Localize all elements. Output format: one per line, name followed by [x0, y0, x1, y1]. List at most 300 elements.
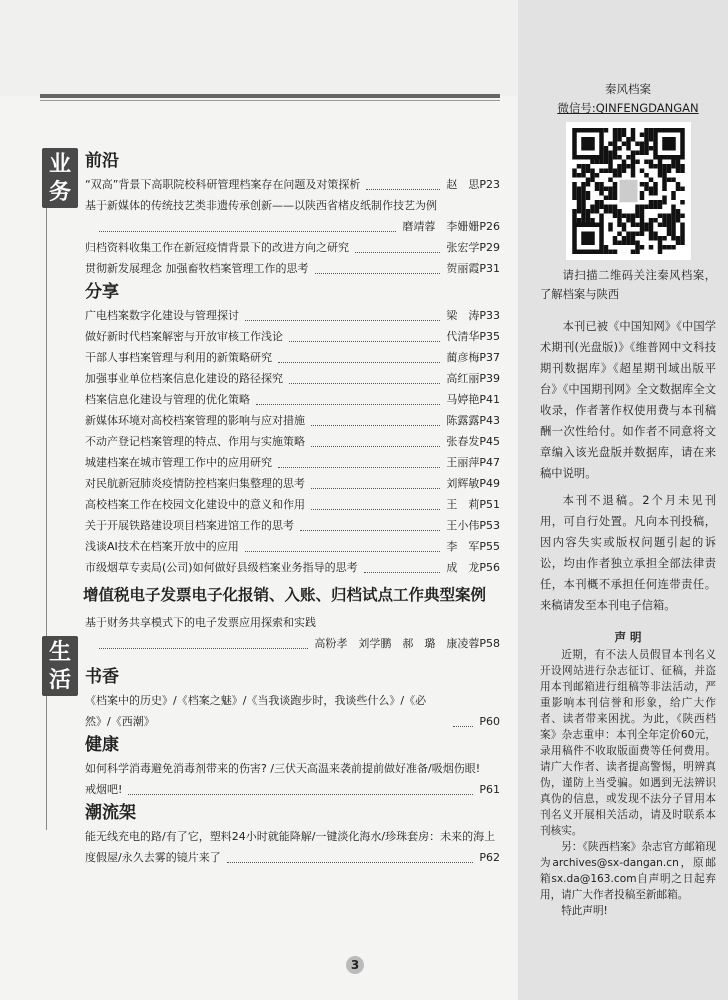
qr-module: [630, 214, 635, 219]
entry-author: 刘辉敏: [446, 477, 480, 490]
qr-module: [585, 164, 590, 169]
qr-module: [675, 214, 680, 219]
dot-leader: [256, 404, 440, 405]
qr-module: [662, 200, 667, 205]
qr-module: [653, 187, 658, 192]
qr-module: [621, 223, 626, 228]
qr-module: [680, 214, 685, 219]
sidebar-panel: [518, 0, 728, 1000]
qr-module: [621, 160, 626, 165]
entry-author: 张宏学: [446, 241, 480, 254]
qr-module: [648, 223, 653, 228]
qr-module: [612, 173, 617, 178]
qr-module: [617, 209, 622, 214]
qr-module: [608, 160, 613, 165]
section-books: [85, 664, 500, 732]
qr-module: [653, 232, 658, 237]
qr-module: [635, 160, 640, 165]
qr-module: [630, 236, 635, 241]
dot-leader: [311, 425, 440, 426]
qr-logo: [619, 180, 637, 203]
qr-module: [590, 160, 595, 165]
qr-module: [648, 218, 653, 223]
qr-module: [617, 173, 622, 178]
qr-module: [630, 173, 635, 178]
qr-module: [612, 214, 617, 219]
section-trend: [85, 800, 500, 868]
qr-module: [576, 205, 581, 210]
qr-module: [662, 164, 667, 169]
entry-page: P58: [479, 637, 500, 650]
qr-module: [680, 232, 685, 237]
qr-module: [576, 209, 581, 214]
qr-module: [648, 227, 653, 232]
qr-module: [639, 232, 644, 237]
qr-module: [671, 164, 676, 169]
qr-module: [581, 191, 586, 196]
dot-leader: [311, 488, 440, 489]
qr-module: [635, 232, 640, 237]
qr-module: [581, 187, 586, 192]
qr-module: [657, 236, 662, 241]
dot-leader: [289, 383, 440, 384]
entry-title: 广电档案数字化建设与管理探讨: [85, 309, 239, 322]
entry-title: 干部人事档案管理与利用的新策略研究: [85, 351, 272, 364]
qr-module: [630, 241, 635, 246]
toc-entry[interactable]: [85, 410, 500, 431]
qr-caption: 请扫描二维码关注秦风档案，了解档案与陕西: [540, 269, 716, 301]
wechat-id: 微信号:QINFENGDANGAN: [557, 101, 699, 115]
entry-page: P55: [479, 540, 500, 553]
qr-module: [666, 169, 671, 174]
qr-module: [653, 182, 658, 187]
qr-module: [639, 245, 644, 250]
toc-entry[interactable]: [85, 633, 500, 654]
qr-module: [675, 241, 680, 246]
notice-indexing: 本刊已被《中国知网》《中国学术期刊(光盘版)》《维普网中文科技期刊数据库》《超星期刊域出版平台》《中国期刊网》全文数据库全文收录，作者著作权使用费与本刊稿酬一次性给付。如作者不同意将文章编入该光盘版并数据库，请在来稿中说明。: [540, 320, 716, 480]
entry-title: “双高”背景下高职院校科研管理档案存在问题及对策探析: [85, 178, 361, 191]
qr-module: [612, 236, 617, 241]
qr-module: [644, 223, 649, 228]
entry-author: 代清华: [446, 330, 480, 343]
qr-module: [626, 164, 631, 169]
toc-entry[interactable]: [85, 494, 500, 515]
column-rule: [46, 150, 47, 830]
qr-module: [675, 187, 680, 192]
qr-module: [644, 142, 649, 147]
dot-leader: [355, 252, 440, 253]
toc-entry[interactable]: [85, 326, 500, 347]
qr-module: [675, 164, 680, 169]
qr-module: [635, 223, 640, 228]
qr-module: [617, 241, 622, 246]
entry-title: 城建档案在城市管理工作中的应用研究: [85, 456, 272, 469]
qr-module: [608, 178, 613, 183]
statement-closing: 特此声明!: [561, 905, 608, 917]
qr-module: [612, 155, 617, 160]
qr-module: [648, 187, 653, 192]
qr-module: [666, 232, 671, 237]
qr-module: [662, 218, 667, 223]
qr-module: [644, 128, 649, 133]
qr-module: [585, 196, 590, 201]
section-health: [85, 732, 500, 800]
qr-module: [594, 209, 599, 214]
qr-module: [653, 205, 658, 210]
entry-title: 归档资料收集工作在新冠疫情背景下的改进方向之研究: [85, 241, 349, 254]
qr-module: [572, 214, 577, 219]
section-title: 前沿: [85, 151, 119, 171]
qr-module: [630, 232, 635, 237]
qr-module: [617, 214, 622, 219]
qr-module: [626, 155, 631, 160]
dot-leader: [278, 467, 440, 468]
entry-page: P37: [479, 351, 500, 364]
entry-page: P39: [479, 372, 500, 385]
qr-module: [675, 169, 680, 174]
qr-module: [644, 173, 649, 178]
entry-author: 王 莉: [446, 498, 480, 511]
qr-module: [662, 245, 667, 250]
qr-module: [599, 218, 604, 223]
qr-module: [576, 173, 581, 178]
qr-module: [572, 218, 577, 223]
qr-module: [666, 214, 671, 219]
qr-module: [644, 182, 649, 187]
qr-module: [585, 182, 590, 187]
entry-title: 档案信息化建设与管理的优化策略: [85, 393, 250, 406]
qr-module: [635, 205, 640, 210]
entry-author: 蔺彦梅: [446, 351, 480, 364]
header-rule-thin: [40, 100, 500, 101]
qr-module: [680, 241, 685, 246]
qr-module: [648, 205, 653, 210]
toc-entry[interactable]: [85, 473, 500, 494]
qr-module: [585, 209, 590, 214]
qr-module: [617, 218, 622, 223]
qr-module: [662, 182, 667, 187]
qr-module: [671, 218, 676, 223]
tag-business: 业务: [42, 148, 78, 208]
qr-module: [671, 245, 676, 250]
qr-module: [626, 232, 631, 237]
qr-module: [612, 133, 617, 138]
qr-module: [653, 200, 658, 205]
toc-entry[interactable]: [85, 368, 500, 389]
section-title: 分享: [85, 282, 119, 302]
qr-module: [671, 223, 676, 228]
qr-module: [644, 227, 649, 232]
qr-module: [617, 232, 622, 237]
qr-module: [621, 214, 626, 219]
qr-module: [594, 182, 599, 187]
qr-module: [599, 169, 604, 174]
qr-module: [635, 245, 640, 250]
qr-module: [680, 187, 685, 192]
qr-module: [599, 191, 604, 196]
entry-author: 磨靖蓉 李姗姗: [402, 220, 480, 233]
toc-entry[interactable]: [85, 536, 500, 557]
header-rule: [40, 94, 500, 98]
qr-module: [666, 164, 671, 169]
qr-module: [662, 169, 667, 174]
qr-module: [648, 160, 653, 165]
qr-module: [621, 169, 626, 174]
toc-entry[interactable]: [85, 557, 500, 578]
qr-module: [635, 250, 640, 255]
qr-module: [639, 205, 644, 210]
entry-page: P61: [479, 783, 500, 796]
dot-leader: [315, 273, 441, 274]
toc-entry[interactable]: [85, 431, 500, 452]
qr-module: [608, 164, 613, 169]
qr-module: [581, 196, 586, 201]
qr-module: [675, 160, 680, 165]
qr-module: [648, 191, 653, 196]
qr-module: [639, 209, 644, 214]
entry-page: P43: [479, 414, 500, 427]
qr-module: [671, 236, 676, 241]
section-title: 增值税电子发票电子化报销、入账、归档试点工作典型案例: [83, 585, 487, 604]
qr-module: [671, 178, 676, 183]
qr-module: [576, 191, 581, 196]
qr-module: [617, 164, 622, 169]
qr-module: [639, 142, 644, 147]
qr-module: [639, 191, 644, 196]
toc-entry-line[interactable]: 基于新媒体的传统技艺类非遗传承创新——以陕西省楮皮纸制作技艺为例: [85, 199, 437, 212]
qr-module: [603, 146, 608, 151]
section-frontier: [85, 148, 500, 279]
qr-module: [671, 232, 676, 237]
entry-title: 不动产登记档案管理的特点、作用与实施策略: [85, 435, 305, 448]
qr-module: [621, 133, 626, 138]
qr-module: [608, 205, 613, 210]
qr-module: [581, 164, 586, 169]
section-title: 潮流架: [85, 803, 136, 823]
qr-module: [603, 151, 608, 156]
entry-page: P45: [479, 435, 500, 448]
toc-entry[interactable]: [85, 389, 500, 410]
qr-module: [590, 205, 595, 210]
toc-entry[interactable]: [85, 452, 500, 473]
qr-module: [612, 191, 617, 196]
qr-module: [653, 191, 658, 196]
toc-entry[interactable]: [85, 779, 500, 800]
qr-module: [671, 191, 676, 196]
qr-module: [639, 218, 644, 223]
toc-entry[interactable]: [85, 690, 500, 732]
qr-module: [671, 209, 676, 214]
qr-module: [603, 160, 608, 165]
qr-module: [635, 151, 640, 156]
qr-module: [572, 169, 577, 174]
qr-module: [675, 218, 680, 223]
qr-module: [671, 205, 676, 210]
toc-entry[interactable]: [85, 258, 500, 279]
qr-module: [621, 241, 626, 246]
qr-module: [630, 137, 635, 142]
entry-title: 《档案中的历史》/《档案之魅》/《当我谈跑步时，我谈些什么》/《必然》/《西潮》: [85, 694, 427, 728]
toc-entry[interactable]: [85, 515, 500, 536]
qr-module: [666, 178, 671, 183]
entry-page: P62: [479, 851, 500, 864]
toc-entry[interactable]: [85, 347, 500, 368]
qr-module: [621, 128, 626, 133]
toc-entry[interactable]: [85, 847, 500, 868]
dot-leader: [366, 189, 440, 190]
qr-module: [657, 169, 662, 174]
entry-page: P26: [479, 220, 500, 233]
qr-module: [626, 142, 631, 147]
dot-leader: [245, 551, 441, 552]
qr-module: [675, 236, 680, 241]
qr-module: [572, 191, 577, 196]
qr-module: [612, 146, 617, 151]
qr-module: [671, 227, 676, 232]
qr-module: [666, 218, 671, 223]
qr-module: [581, 200, 586, 205]
qr-module: [585, 214, 590, 219]
toc-entry-line[interactable]: 如何科学消毒避免消毒剂带来的伤害? /三伏天高温来袭前提前做好准备/吸烟伤眼!: [85, 762, 481, 775]
magazine-name: 秦风档案: [605, 82, 651, 96]
qr-module: [576, 218, 581, 223]
dot-leader: [453, 726, 473, 727]
qr-module: [639, 169, 644, 174]
entry-title: 浅谈AI技术在档案开放中的应用: [85, 540, 239, 553]
qr-module: [603, 205, 608, 210]
qr-module: [653, 236, 658, 241]
dot-leader: [278, 362, 440, 363]
qr-module: [585, 169, 590, 174]
toc-entry-line[interactable]: 基于财务共享模式下的电子发票应用探索和实践: [85, 616, 316, 629]
qr-module: [612, 182, 617, 187]
qr-module: [626, 236, 631, 241]
qr-module: [594, 187, 599, 192]
qr-module: [603, 155, 608, 160]
statement-title: 声 明: [614, 630, 642, 644]
qr-module: [657, 173, 662, 178]
qr-module: [590, 178, 595, 183]
qr-module: [612, 209, 617, 214]
qr-module: [662, 223, 667, 228]
qr-module: [603, 196, 608, 201]
qr-module: [626, 241, 631, 246]
qr-module: [612, 187, 617, 192]
qr-module: [599, 200, 604, 205]
qr-module: [630, 160, 635, 165]
toc-entry[interactable]: [85, 305, 500, 326]
qr-module: [626, 146, 631, 151]
dot-leader: [99, 648, 308, 649]
qr-module: [680, 169, 685, 174]
qr-module: [603, 169, 608, 174]
qr-module: [590, 209, 595, 214]
qr-module: [599, 214, 604, 219]
dot-leader: [364, 572, 441, 573]
qr-module: [590, 218, 595, 223]
qr-module: [680, 223, 685, 228]
qr-module: [648, 178, 653, 183]
qr-module: [572, 196, 577, 201]
qr-module: [585, 218, 590, 223]
qr-code: [566, 122, 691, 260]
qr-module: [630, 218, 635, 223]
qr-module: [639, 196, 644, 201]
page-number: 3: [346, 956, 364, 974]
qr-module: [666, 227, 671, 232]
qr-module: [581, 209, 586, 214]
notice-submission: 本刊不退稿。2个月未见刊用，可自行处置。凡向本刊投稿，因内容失实或版权问题引起的诉讼，均由作者独立承担全部法律责任，本刊概不承担任何连带责任。来稿请发至本刊电子信箱。: [540, 494, 716, 612]
toc-entry-line[interactable]: 能无线充电的路/有了它，塑料24小时就能降解/一键淡化海水/珍珠套房：未来的海上: [85, 830, 496, 843]
qr-module: [644, 205, 649, 210]
qr-module: [662, 173, 667, 178]
qr-module: [657, 214, 662, 219]
qr-module: [581, 205, 586, 210]
dot-leader: [311, 446, 440, 447]
entry-title: 新媒体环境对高校档案管理的影响与应对措施: [85, 414, 305, 427]
qr-module: [648, 232, 653, 237]
qr-module: [608, 223, 613, 228]
qr-module: [648, 146, 653, 151]
qr-module: [617, 146, 622, 151]
entry-title: 加强事业单位档案信息化建设的路径探究: [85, 372, 283, 385]
toc-entry[interactable]: [85, 216, 500, 237]
qr-module: [576, 187, 581, 192]
qr-module: [572, 187, 577, 192]
qr-module: [608, 142, 613, 147]
entry-page: P33: [479, 309, 500, 322]
dot-leader: [245, 320, 440, 321]
qr-module: [635, 209, 640, 214]
dot-leader: [99, 231, 396, 232]
qr-module: [621, 142, 626, 147]
qr-module: [657, 200, 662, 205]
qr-module: [648, 245, 653, 250]
section-invoice: [85, 578, 500, 654]
qr-module: [680, 164, 685, 169]
section-title: 健康: [85, 735, 119, 755]
qr-module: [608, 187, 613, 192]
qr-module: [594, 200, 599, 205]
entry-page: P29: [479, 241, 500, 254]
entry-author: 梁 涛: [446, 309, 480, 322]
entry-author: 张春发: [446, 435, 480, 448]
entry-author: 王丽萍: [446, 456, 480, 469]
entry-page: P31: [479, 262, 500, 275]
toc-entry[interactable]: [85, 174, 500, 195]
qr-module: [657, 241, 662, 246]
toc-entry[interactable]: [85, 237, 500, 258]
section-share: [85, 279, 500, 578]
qr-module: [590, 169, 595, 174]
qr-module: [635, 214, 640, 219]
entry-title: 对民航新冠肺炎疫情防控档案归集整理的思考: [85, 477, 305, 490]
qr-module: [657, 245, 662, 250]
qr-module: [617, 137, 622, 142]
qr-module: [599, 205, 604, 210]
qr-module: [612, 137, 617, 142]
qr-module: [653, 164, 658, 169]
qr-module: [630, 164, 635, 169]
dot-leader: [300, 530, 440, 531]
qr-module: [662, 178, 667, 183]
qr-module: [608, 227, 613, 232]
qr-module: [657, 160, 662, 165]
statement-email: 另：《陕西档案》杂志官方邮箱现为archives@sx-dangan.cn，原邮箱sx.da@163.com自声明之日起弃用，请广大作者投稿至新邮箱。: [540, 841, 716, 901]
qr-module: [608, 151, 613, 156]
qr-module: [639, 151, 644, 156]
entry-page: P49: [479, 477, 500, 490]
